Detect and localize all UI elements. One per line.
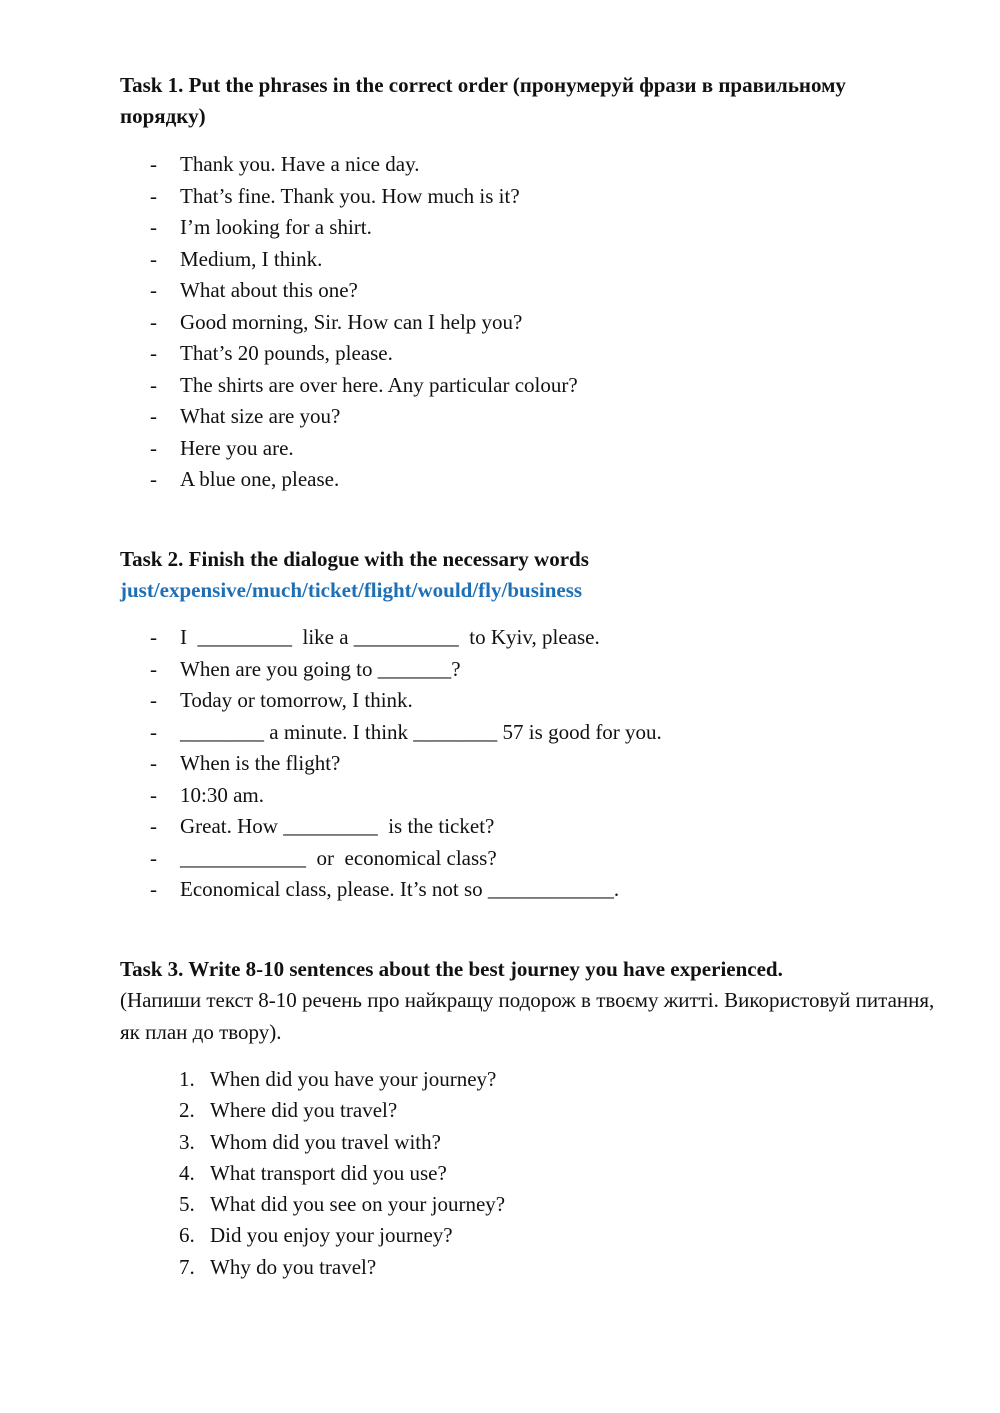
list-item: - What about this one? <box>150 278 358 302</box>
list-item: - 10:30 am. <box>150 782 264 807</box>
list-item: - ____________ or economical class? <box>150 845 497 870</box>
list-item: - ________ a minute. I think ________ 57 is good for you. <box>150 719 662 744</box>
list-item: 4. What transport did you use? <box>179 1160 447 1185</box>
list-item: - Good morning, Sir. How can I help you? <box>150 309 523 334</box>
list-item: - When is the flight? <box>150 751 341 775</box>
list-item: - Today or tomorrow, I think. <box>150 688 413 712</box>
task3-heading: Task 3. Write 8-10 sentences about the best journey you have experienced. <box>120 957 783 981</box>
list-item: - Economical class, please. It’s not so ____________. <box>150 877 620 901</box>
list-item: - What size are you? <box>150 404 341 428</box>
list-item: - I _________ like a __________ to Kyiv, please. <box>150 625 600 649</box>
task1-phrase-list <box>120 149 920 496</box>
list-item: 3. Whom did you travel with? <box>179 1129 441 1154</box>
task2-dialogue-list <box>120 622 920 906</box>
task3-question-list <box>120 1064 920 1283</box>
task3-instruction: (Напиши текст 8-10 речень про найкращу подорож в твоєму житті. Використовуй питання, як план до твору). <box>120 988 935 1044</box>
list-item: - Great. How _________ is the ticket? <box>150 814 495 838</box>
list-item: - That’s 20 pounds, please. <box>150 341 393 365</box>
list-item: 6. Did you enjoy your journey? <box>179 1223 453 1248</box>
list-item: 1. When did you have your journey? <box>179 1067 497 1091</box>
task1-heading: Task 1. Put the phrases in the correct order (пронумеруй фрази в правильному порядку) <box>120 73 846 128</box>
list-item: - I’m looking for a shirt. <box>150 215 372 239</box>
task2-heading: Task 2. Finish the dialogue with the necessary words <box>120 547 589 571</box>
task2-word-bank: just/expensive/much/ticket/flight/would/fly/business <box>120 578 583 602</box>
list-item: 7. Why do you travel? <box>179 1254 377 1279</box>
list-item: - Medium, I think. <box>150 246 323 271</box>
list-item: 5. What did you see on your journey? <box>179 1192 506 1217</box>
list-item: - Here you are. <box>150 435 294 460</box>
list-item: 2. Where did you travel? <box>179 1098 398 1123</box>
list-item: - Thank you. Have a nice day. <box>150 152 420 176</box>
list-item: - The shirts are over here. Any particular colour? <box>150 372 578 397</box>
list-item: - A blue one, please. <box>150 467 340 491</box>
list-item: - When are you going to _______? <box>150 656 461 681</box>
list-item: - That’s fine. Thank you. How much is it? <box>150 183 520 208</box>
